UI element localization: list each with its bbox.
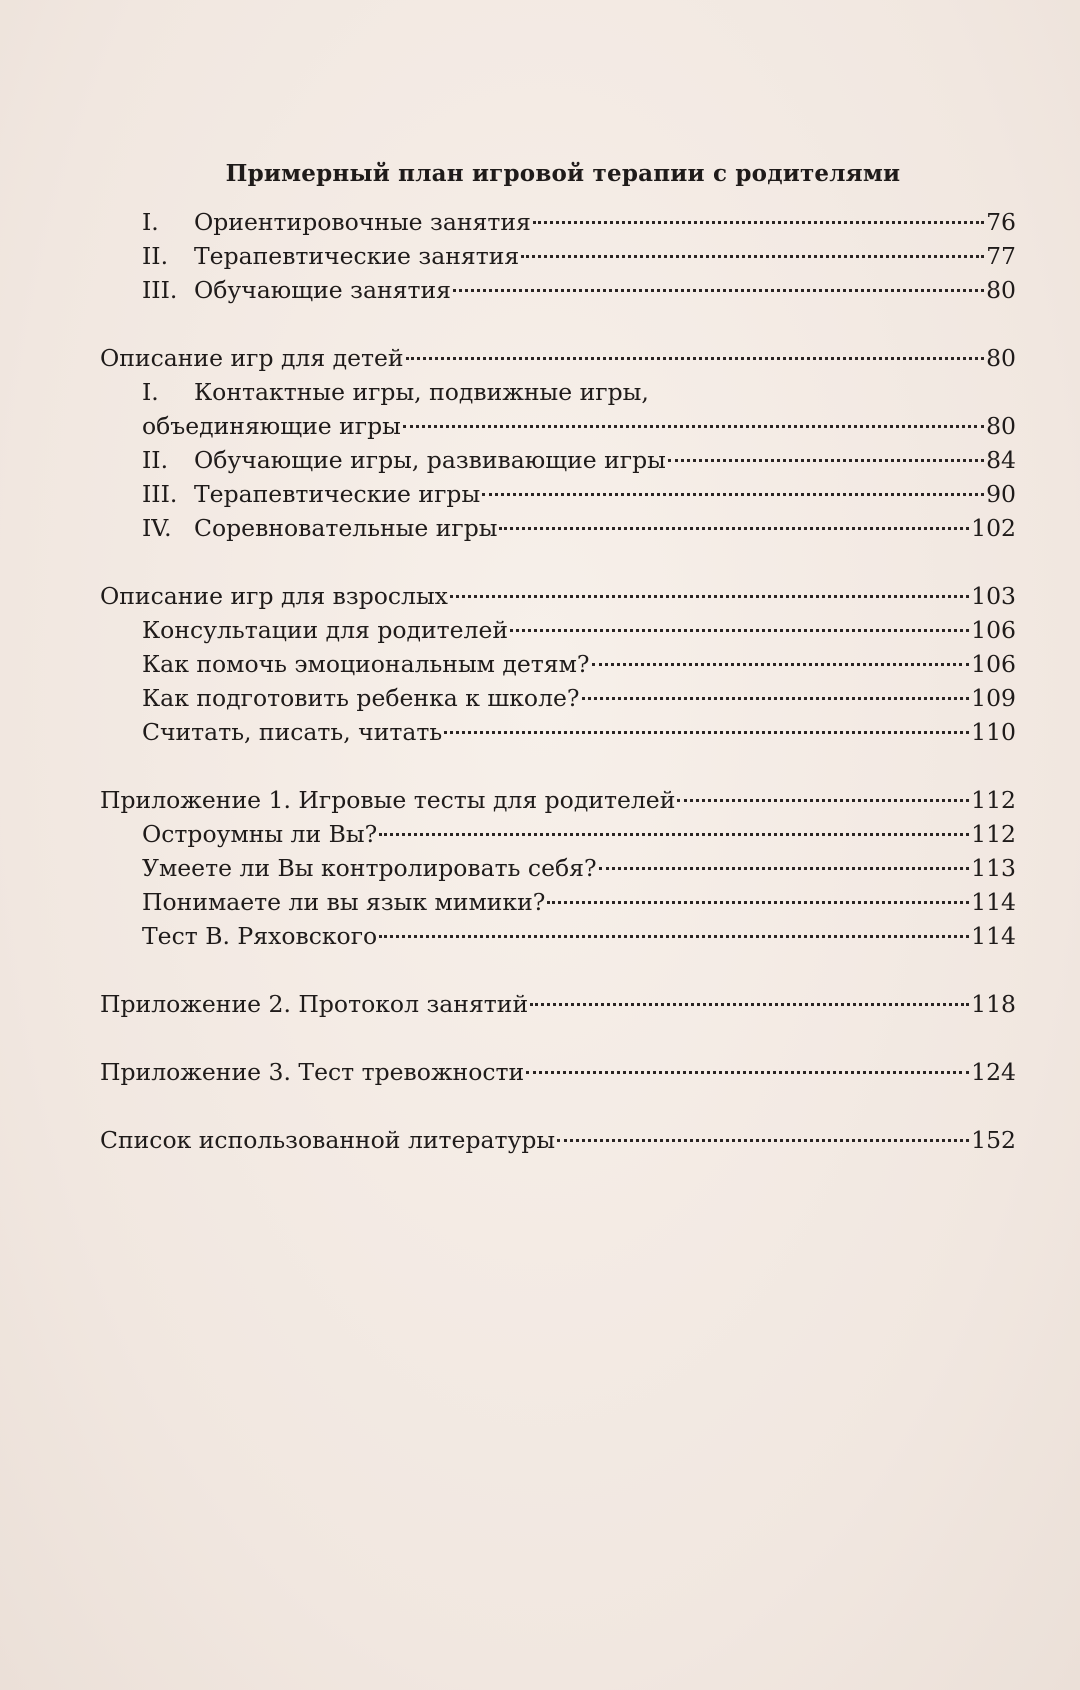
entry-page: 77 — [986, 242, 1016, 270]
entry-label: Соревновательные игры — [194, 514, 498, 542]
section-title-page: 152 — [971, 1126, 1016, 1154]
toc-entry — [100, 477, 1016, 511]
entry-number: II. — [142, 242, 169, 270]
entry-label: Обучающие игры, развивающие игры — [194, 446, 666, 474]
entry-label: Терапевтические игры — [194, 480, 481, 508]
entry-page: 109 — [971, 684, 1016, 712]
entry-label: Остроумны ли Вы? — [142, 820, 378, 848]
toc-entry — [100, 613, 1016, 647]
section-title-label: Приложение 1. Игровые тесты для родителей — [100, 786, 676, 814]
entry-number: IV. — [142, 514, 172, 542]
dot-leader — [557, 1139, 969, 1142]
section-title-label: Описание игр для взрослых — [100, 582, 448, 610]
toc-section — [100, 205, 1016, 307]
entry-label: Как подготовить ребенка к школе? — [142, 684, 580, 712]
toc-entry — [100, 273, 1016, 307]
entry-number: I. — [142, 378, 159, 406]
dot-leader — [521, 255, 984, 258]
entry-page: 114 — [971, 888, 1016, 916]
toc-section — [100, 987, 1016, 1021]
entry-page: 80 — [986, 276, 1016, 304]
dot-leader — [379, 935, 969, 938]
toc-section — [100, 579, 1016, 749]
entry-label-continued: объединяющие игры — [142, 412, 401, 440]
section-title-page: 103 — [971, 582, 1016, 610]
toc-section-title — [100, 341, 1016, 375]
toc-entry-continued — [100, 409, 1016, 443]
toc-section-title — [100, 1055, 1016, 1089]
dot-leader — [450, 595, 969, 598]
toc-section — [100, 783, 1016, 953]
section-title-label: Приложение 2. Протокол занятий — [100, 990, 529, 1018]
section-title-page: 118 — [971, 990, 1016, 1018]
entry-page: 114 — [971, 922, 1016, 950]
dot-leader — [599, 867, 970, 870]
entry-number: II. — [142, 446, 169, 474]
entry-page: 106 — [971, 616, 1016, 644]
section-title-label: Описание игр для детей — [100, 344, 404, 372]
toc-entry — [100, 239, 1016, 273]
entry-page: 80 — [986, 412, 1016, 440]
entry-label: Консультации для родителей — [142, 616, 509, 644]
entry-number: I. — [142, 208, 159, 236]
dot-leader — [668, 459, 984, 462]
entry-page: 76 — [986, 208, 1016, 236]
entry-page: 110 — [971, 718, 1016, 746]
toc-entry — [100, 817, 1016, 851]
dot-leader — [403, 425, 984, 428]
toc-heading: Примерный план игровой терапии с родителями — [225, 160, 901, 187]
toc-entry — [100, 205, 1016, 239]
toc-section-title — [100, 783, 1016, 817]
toc-entry — [100, 511, 1016, 545]
entry-page: 112 — [971, 820, 1016, 848]
table-of-contents — [100, 160, 1016, 1191]
section-title-page: 112 — [971, 786, 1016, 814]
toc-entry — [100, 919, 1016, 953]
dot-leader — [547, 901, 969, 904]
entry-page: 90 — [986, 480, 1016, 508]
entry-page: 113 — [971, 854, 1016, 882]
entry-page: 84 — [986, 446, 1016, 474]
toc-entry — [100, 647, 1016, 681]
dot-leader — [592, 663, 970, 666]
entry-label: Терапевтические занятия — [194, 242, 520, 270]
toc-section — [100, 1055, 1016, 1089]
section-title-page: 124 — [971, 1058, 1016, 1086]
section-title-label: Список использованной литературы — [100, 1126, 556, 1154]
dot-leader — [510, 629, 969, 632]
toc-entry — [100, 851, 1016, 885]
entry-label: Тест В. Ряховского — [142, 922, 378, 950]
dot-leader — [444, 731, 969, 734]
entry-label: Ориентировочные занятия — [194, 208, 531, 236]
toc-section — [100, 341, 1016, 545]
toc-section — [100, 1123, 1016, 1157]
entry-page: 106 — [971, 650, 1016, 678]
section-title-label: Приложение 3. Тест тревожности — [100, 1058, 525, 1086]
dot-leader — [379, 833, 969, 836]
section-title-page: 80 — [986, 344, 1016, 372]
toc-section-title — [100, 579, 1016, 613]
entry-label: Как помочь эмоциональным детям? — [142, 650, 590, 678]
entry-label: Обучающие занятия — [194, 276, 451, 304]
toc-section-title — [100, 987, 1016, 1021]
entry-page: 102 — [971, 514, 1016, 542]
entry-label: Считать, писать, читать — [142, 718, 443, 746]
toc-entry — [100, 443, 1016, 477]
toc-entry — [100, 885, 1016, 919]
entry-number: III. — [142, 276, 178, 304]
dot-leader — [582, 697, 970, 700]
entry-label: Понимаете ли вы язык мимики? — [142, 888, 546, 916]
dot-leader — [453, 289, 984, 292]
entry-label: Контактные игры, подвижные игры, — [194, 378, 649, 406]
toc-section-title — [100, 1123, 1016, 1157]
entry-label: Умеете ли Вы контролировать себя? — [142, 854, 597, 882]
dot-leader — [677, 799, 969, 802]
dot-leader — [499, 527, 969, 530]
toc-entry — [100, 715, 1016, 749]
dot-leader — [482, 493, 984, 496]
dot-leader — [533, 221, 984, 224]
dot-leader — [526, 1071, 969, 1074]
dot-leader — [406, 357, 984, 360]
toc-entry — [100, 681, 1016, 715]
entry-number: III. — [142, 480, 178, 508]
toc-entry-first-line — [100, 375, 1016, 409]
dot-leader — [530, 1003, 969, 1006]
